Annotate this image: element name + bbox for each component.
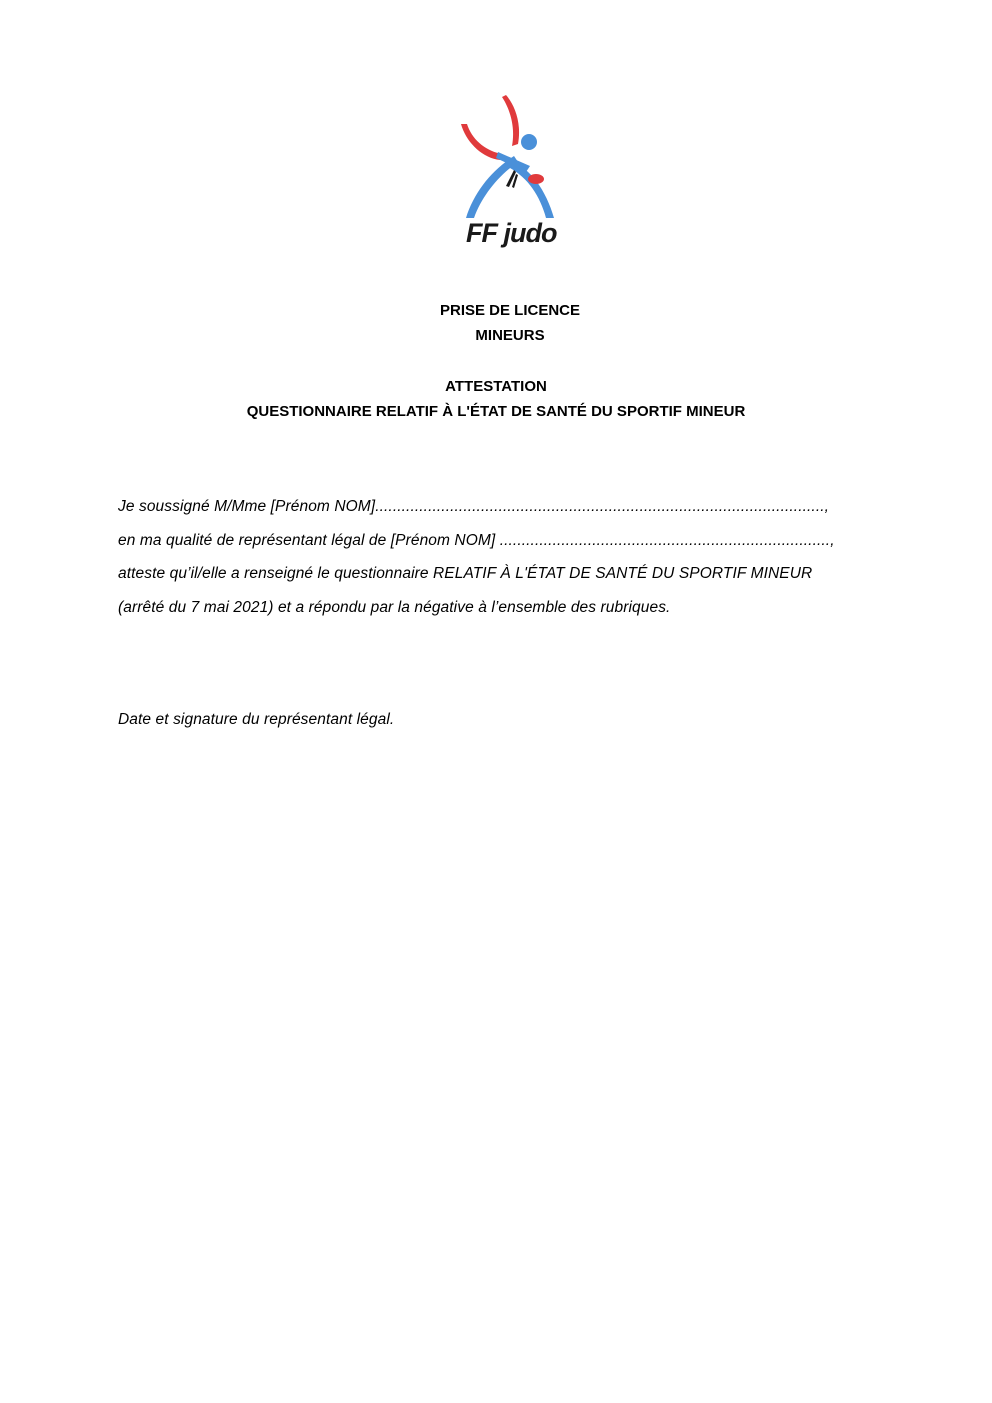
header (14, 298, 992, 348)
header-subtitle: MINEURS (475, 327, 545, 344)
signature-label: Date et signature du représentant légal. (118, 711, 395, 728)
judo-figure-icon (452, 94, 562, 219)
header-title: PRISE DE LICENCE (439, 302, 581, 319)
questionnaire-title: QUESTIONNAIRE RELATIF À L'ÉTAT DE SANTÉ DU SPORTIF MINEUR (246, 403, 746, 420)
attestation-line-4: (arrêté du 7 mai 2021) et a répondu par la négative à l’ensemble des rubriques. (118, 599, 671, 616)
attestation-title: ATTESTATION (445, 378, 547, 395)
attestation-line-1: Je soussigné M/Mme [Prénom NOM]......................................................................................................, (118, 498, 830, 515)
subheader (0, 374, 992, 424)
attestation-line-3: atteste qu’il/elle a renseigné le questionnaire RELATIF À L'ÉTAT DE SANTÉ DU SPORTIF MINEUR (118, 565, 813, 582)
attestation-line-2: en ma qualité de représentant légal de [Prénom NOM] ..........................................................................., (118, 532, 835, 549)
logo-text: FF judo (466, 218, 557, 248)
ff-judo-logo (452, 94, 562, 254)
